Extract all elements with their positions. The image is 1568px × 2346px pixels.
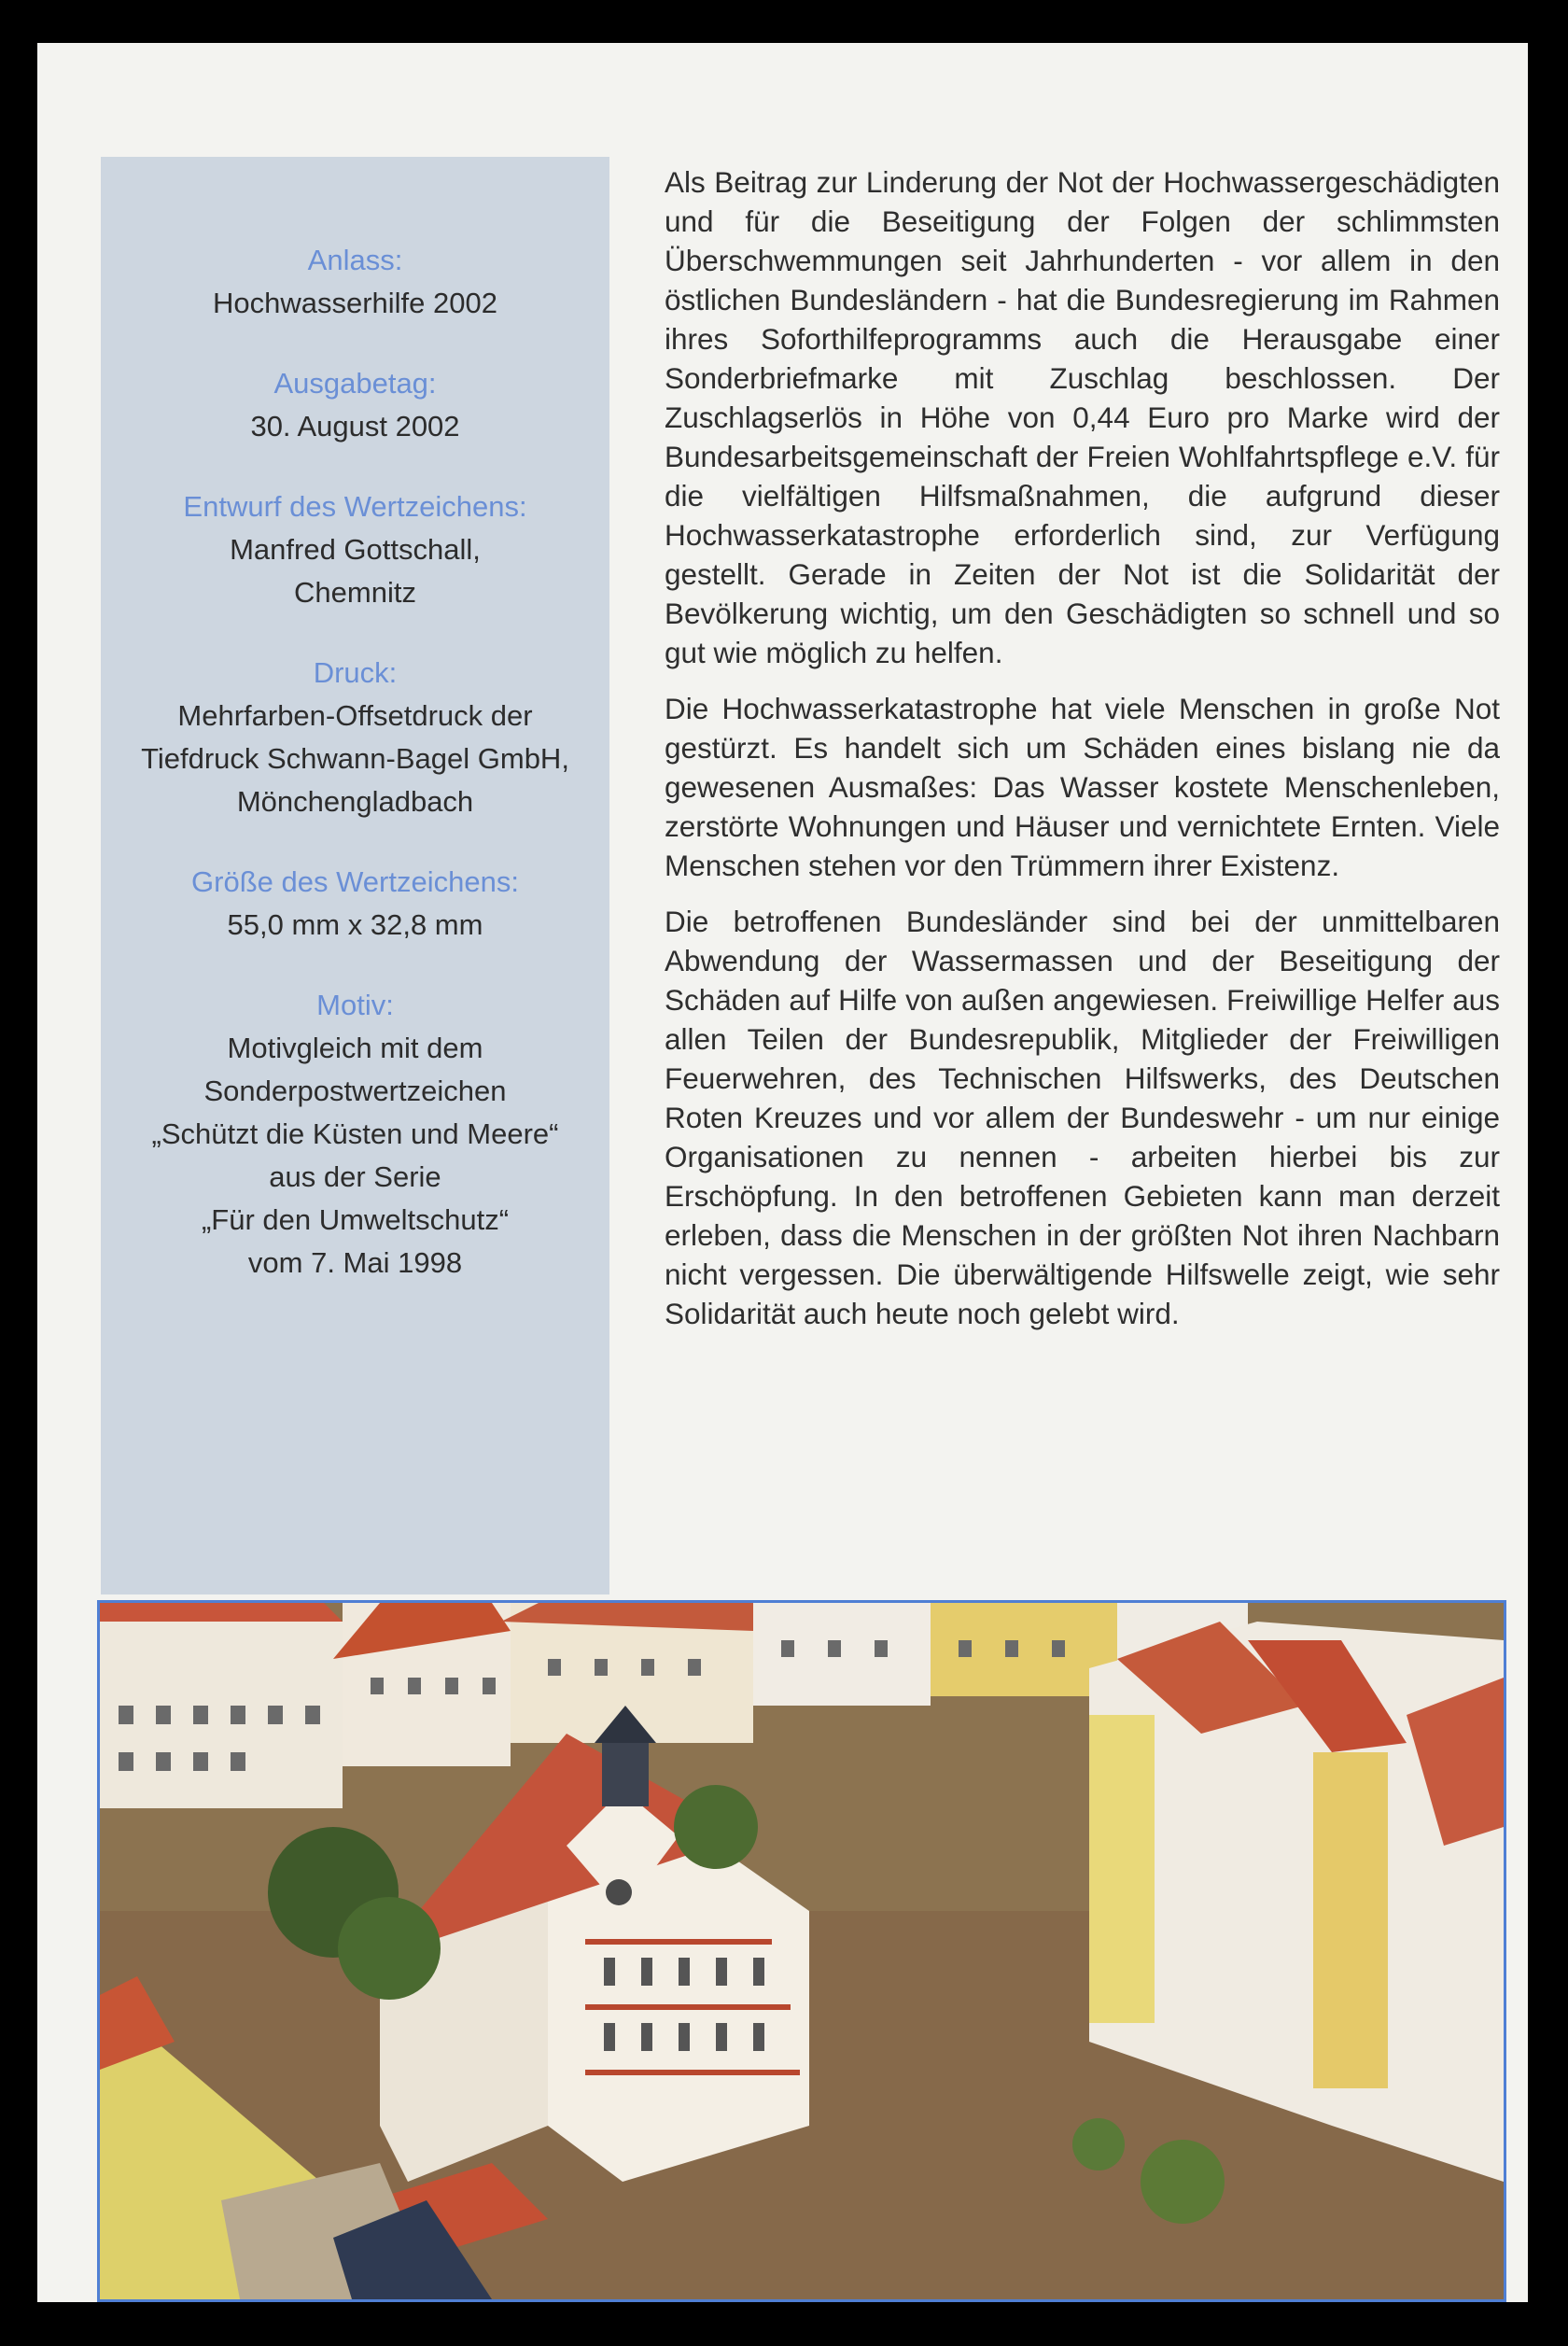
flooded-town-square-photo	[97, 1600, 1506, 2302]
info-value: Chemnitz	[294, 576, 416, 609]
info-label: Größe des Wertzeichens:	[191, 865, 519, 898]
info-value: Motivgleich mit dem	[227, 1032, 483, 1064]
info-value: Sonderpostwertzeichen	[203, 1075, 507, 1107]
info-block-druck	[101, 652, 609, 823]
info-label: Ausgabetag:	[273, 367, 437, 400]
info-value: 55,0 mm x 32,8 mm	[227, 908, 483, 941]
info-value: „Für den Umweltschutz“	[201, 1203, 510, 1236]
info-list	[101, 239, 609, 1322]
info-value: Tiefdruck Schwann-Bagel GmbH,	[141, 742, 569, 775]
info-label: Entwurf des Wertzeichens:	[183, 490, 527, 523]
body-paragraph: Die Hochwasserkatastrophe hat viele Menschen in große Not gestürzt. Es handelt sich um Schäden eines bislang nie da gewesenen Ausmaßes: Das Wasser kostete Menschenleben, zerstörte Wohnungen und Häuser und vernichtete Ernten. Viele Menschen stehen vor den Trümmern ihrer Existenz.	[665, 692, 1500, 882]
info-value: „Schützt die Küsten und Meere“	[151, 1117, 559, 1150]
info-block-anlass	[101, 239, 609, 325]
body-paragraph: Die betroffenen Bundesländer sind bei der unmittelbaren Abwendung der Wassermassen und der Beseitigung der Schäden auf Hilfe von außen angewiesen. Freiwillige Helfer aus allen Teilen der Bundesrepublik, Mitglieder der Freiwilligen Feuerwehren, des Technischen Hilfswerks, des Deutschen Roten Kreuzes und vor allem der Bundeswehr - um nur einige Organisationen zu nennen - arbeiten hierbei bis zur Erschöpfung. In den betroffenen Gebieten kann man derzeit erleben, dass die Menschen in der größten Not ihren Nachbarn nicht vergessen. Die überwältigende Hilfswelle zeigt, wie sehr Solidarität auch heute noch gelebt wird.	[665, 905, 1500, 1330]
info-value: Manfred Gottschall,	[230, 533, 481, 566]
info-label: Motiv:	[316, 989, 394, 1021]
info-value: Mönchengladbach	[236, 785, 474, 818]
info-block-motiv	[101, 984, 609, 1285]
info-label: Druck:	[313, 656, 398, 689]
info-panel	[101, 157, 609, 1594]
info-block-groesse	[101, 861, 609, 947]
info-label: Anlass:	[307, 244, 403, 276]
body-text	[665, 162, 1500, 1350]
info-block-ausgabetag	[101, 362, 609, 448]
photo-illustration	[100, 1603, 1504, 2299]
info-value: aus der Serie	[269, 1160, 441, 1193]
info-value: 30. August 2002	[250, 410, 460, 443]
info-value: vom 7. Mai 1998	[247, 1246, 463, 1279]
document-page	[37, 43, 1528, 2302]
info-value: Mehrfarben-Offsetdruck der	[177, 699, 533, 732]
body-paragraph: Als Beitrag zur Linderung der Not der Hochwassergeschädigten und für die Beseitigung der Folgen der schlimmsten Überschwemmungen seit Jahrhunderten - vor allem in den östlichen Bundesländern - hat die Bundesregierung im Rahmen ihres Soforthilfeprogramms auch die Herausgabe einer Sonderbriefmarke mit Zuschlag beschlossen. Der Zuschlagserlös in Höhe von 0,44 Euro pro Marke wird der Bundesarbeitsgemeinschaft der Freien Wohlfahrtspflege e.V. für die vielfältigen Hilfsmaßnahmen, die aufgrund dieser Hochwasserkatastrophe erforderlich sind, zur Verfügung gestellt. Gerade in Zeiten der Not ist die Solidarität der Bevölkerung wichtig, um den Geschädigten so schnell und so gut wie möglich zu helfen.	[665, 165, 1500, 669]
info-value: Hochwasserhilfe 2002	[212, 287, 497, 319]
info-block-entwurf	[101, 485, 609, 614]
